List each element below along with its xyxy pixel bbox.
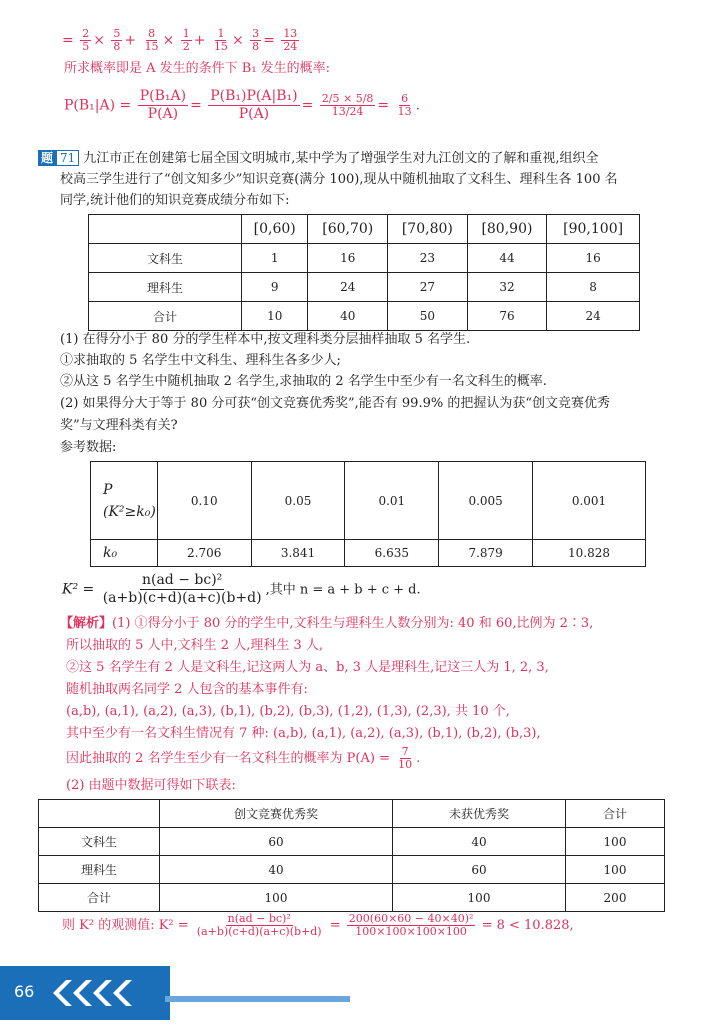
page-number: 66 [14, 982, 35, 1001]
problem-line-3: 同学,统计他们的知识竞赛成绩分布如下: [60, 193, 290, 208]
chi-square-formula: K² = $\frac{\text{n(ad − bc)²}}{(a+b)(c+d)(a+c)(b+d)}$ ,其中 n = a + b + c + d. [62, 572, 421, 606]
table-row: 文科生 1 16 23 44 16 [89, 244, 640, 273]
solution-line-1: 【解析】(1) ①得分小于 80 分的学生中,文科生与理科生人数分别为: 40 和 60,比例为 2∶3, [60, 616, 594, 631]
contingency-table: 创文竞赛优秀奖 未获优秀奖 合计 文科生 60 40 100 理科生 40 60 100 合计 100 100 200 [38, 799, 665, 912]
table-row: 文科生 60 40 100 [39, 828, 665, 856]
fraction: $\frac{2}{5}$ [82, 27, 90, 53]
problem-line-2: 校高三学生进行了“创文知多少”知识竞赛(满分 100),现从中随机抽取了文科生、理科生各 100 名 [60, 172, 618, 187]
fraction: $\frac{1}{15}$ [213, 27, 228, 53]
solution-line-8: (2) 由题中数据可得如下联表: [66, 778, 236, 793]
question-2b: 奖”与文理科类有关? [60, 418, 178, 433]
table-row: P (K²≥k₀) 0.10 0.05 0.01 0.005 0.001 [91, 462, 646, 540]
critical-value-table [90, 461, 646, 567]
solution-line-2: 所以抽取的 5 人中,文科生 2 人,理科生 3 人, [66, 638, 324, 653]
fraction: $\frac{8}{15}$ [144, 27, 159, 53]
solution-line-5: (a,b), (a,1), (a,2), (a,3), (b,1), (b,2), (b,3), (1,2), (1,3), (2,3), 共 10 个, [66, 704, 510, 719]
question-1b: ②从这 5 名学生中随机抽取 2 名学生,求抽取的 2 名学生中至少有一名文科生的概率. [60, 374, 547, 389]
question-2a: (2) 如果得分大于等于 80 分可获“创文竞赛优秀奖”,能否有 99.9% 的把握认为获“创文竞赛优秀 [60, 396, 610, 411]
table-row: 合计 100 100 200 [39, 884, 665, 912]
solution-line-3: ②这 5 名学生有 2 人是文科生,记这两人为 a、b, 3 人是理科生,记这三人为 1, 2, 3, [66, 660, 549, 675]
table-row: 理科生 9 24 27 32 8 [89, 273, 640, 302]
solution-line-6: 其中至少有一名文科生情况有 7 种: (a,b), (a,1), (a,2), (a,3), (b,1), (b,2), (b,3), [66, 726, 541, 741]
conditional-probability-note: 所求概率即是 A 发生的条件下 B₁ 发生的概率: [64, 61, 331, 76]
fraction: $\frac{5}{8}$ [113, 27, 121, 53]
question-1: (1) 在得分小于 80 分的学生样本中,按文理科类分层抽样抽取 5 名学生. [60, 332, 471, 347]
score-distribution-table: [0,60) [60,70) [70,80) [80,90) [90,100] 文科生 1 16 23 44 16 理科生 9 24 27 32 8 合计 10 40 50 76 24 [88, 214, 640, 331]
fraction: $\frac{3}{8}$ [252, 27, 260, 53]
solution-line-7: 因此抽取的 2 名学生至少有一名文科生的概率为 P(A) = $\frac{7}{10}$ . [66, 745, 421, 771]
problem-line-1: 题 71 九江市正在创建第七届全国文明城市,某中学为了增强学生对九江创文的了解和重视,组织全 [38, 149, 599, 169]
solution-line-4: 随机抽取两名同学 2 人包含的基本事件有: [66, 682, 308, 697]
fraction: $\frac{1}{2}$ [182, 27, 190, 53]
top-equation-line: = $\frac{2}{5}$ × $\frac{5}{8}$ + $\frac{8}{15}$ × $\frac{1}{2}$ + $\frac{1}{15}$ × $\frac{3}{8}$ = $\frac{13}{24}$ [62, 27, 298, 53]
bayes-equation: P(B₁|A) = $\frac{\text{P(B₁A)}}{P(A)}$ = $\frac{\text{P(B₁)P(A|B₁)}}{P(A)}$ = $\frac{2/5 \times 5/8}{13/24}$ = $\frac{6}{13}$ . [64, 88, 421, 122]
final-computation: 则 K² 的观测值: K² = $\frac{\text{n(ad − bc)²}}{(a+b)(c+d)(a+c)(b+d)}$ = $\frac{\text{200(60×60 − 40×40)²}}{100\times 100\times 100\times 100}$ = 8 < 10.828, [62, 912, 574, 938]
footer-banner [0, 958, 705, 1034]
reference-label: 参考数据: [60, 440, 117, 455]
table-row: k₀ 2.706 3.841 6.635 7.879 10.828 [91, 540, 646, 567]
problem-tag: 题 [38, 150, 56, 166]
question-1a: ①求抽取的 5 名学生中文科生、理科生各多少人; [60, 353, 341, 368]
table-row: 合计 10 40 50 76 24 [89, 302, 640, 331]
fraction: $\frac{13}{24}$ [283, 27, 298, 53]
problem-number: 71 [56, 150, 79, 166]
table-row: 理科生 40 60 100 [39, 856, 665, 884]
